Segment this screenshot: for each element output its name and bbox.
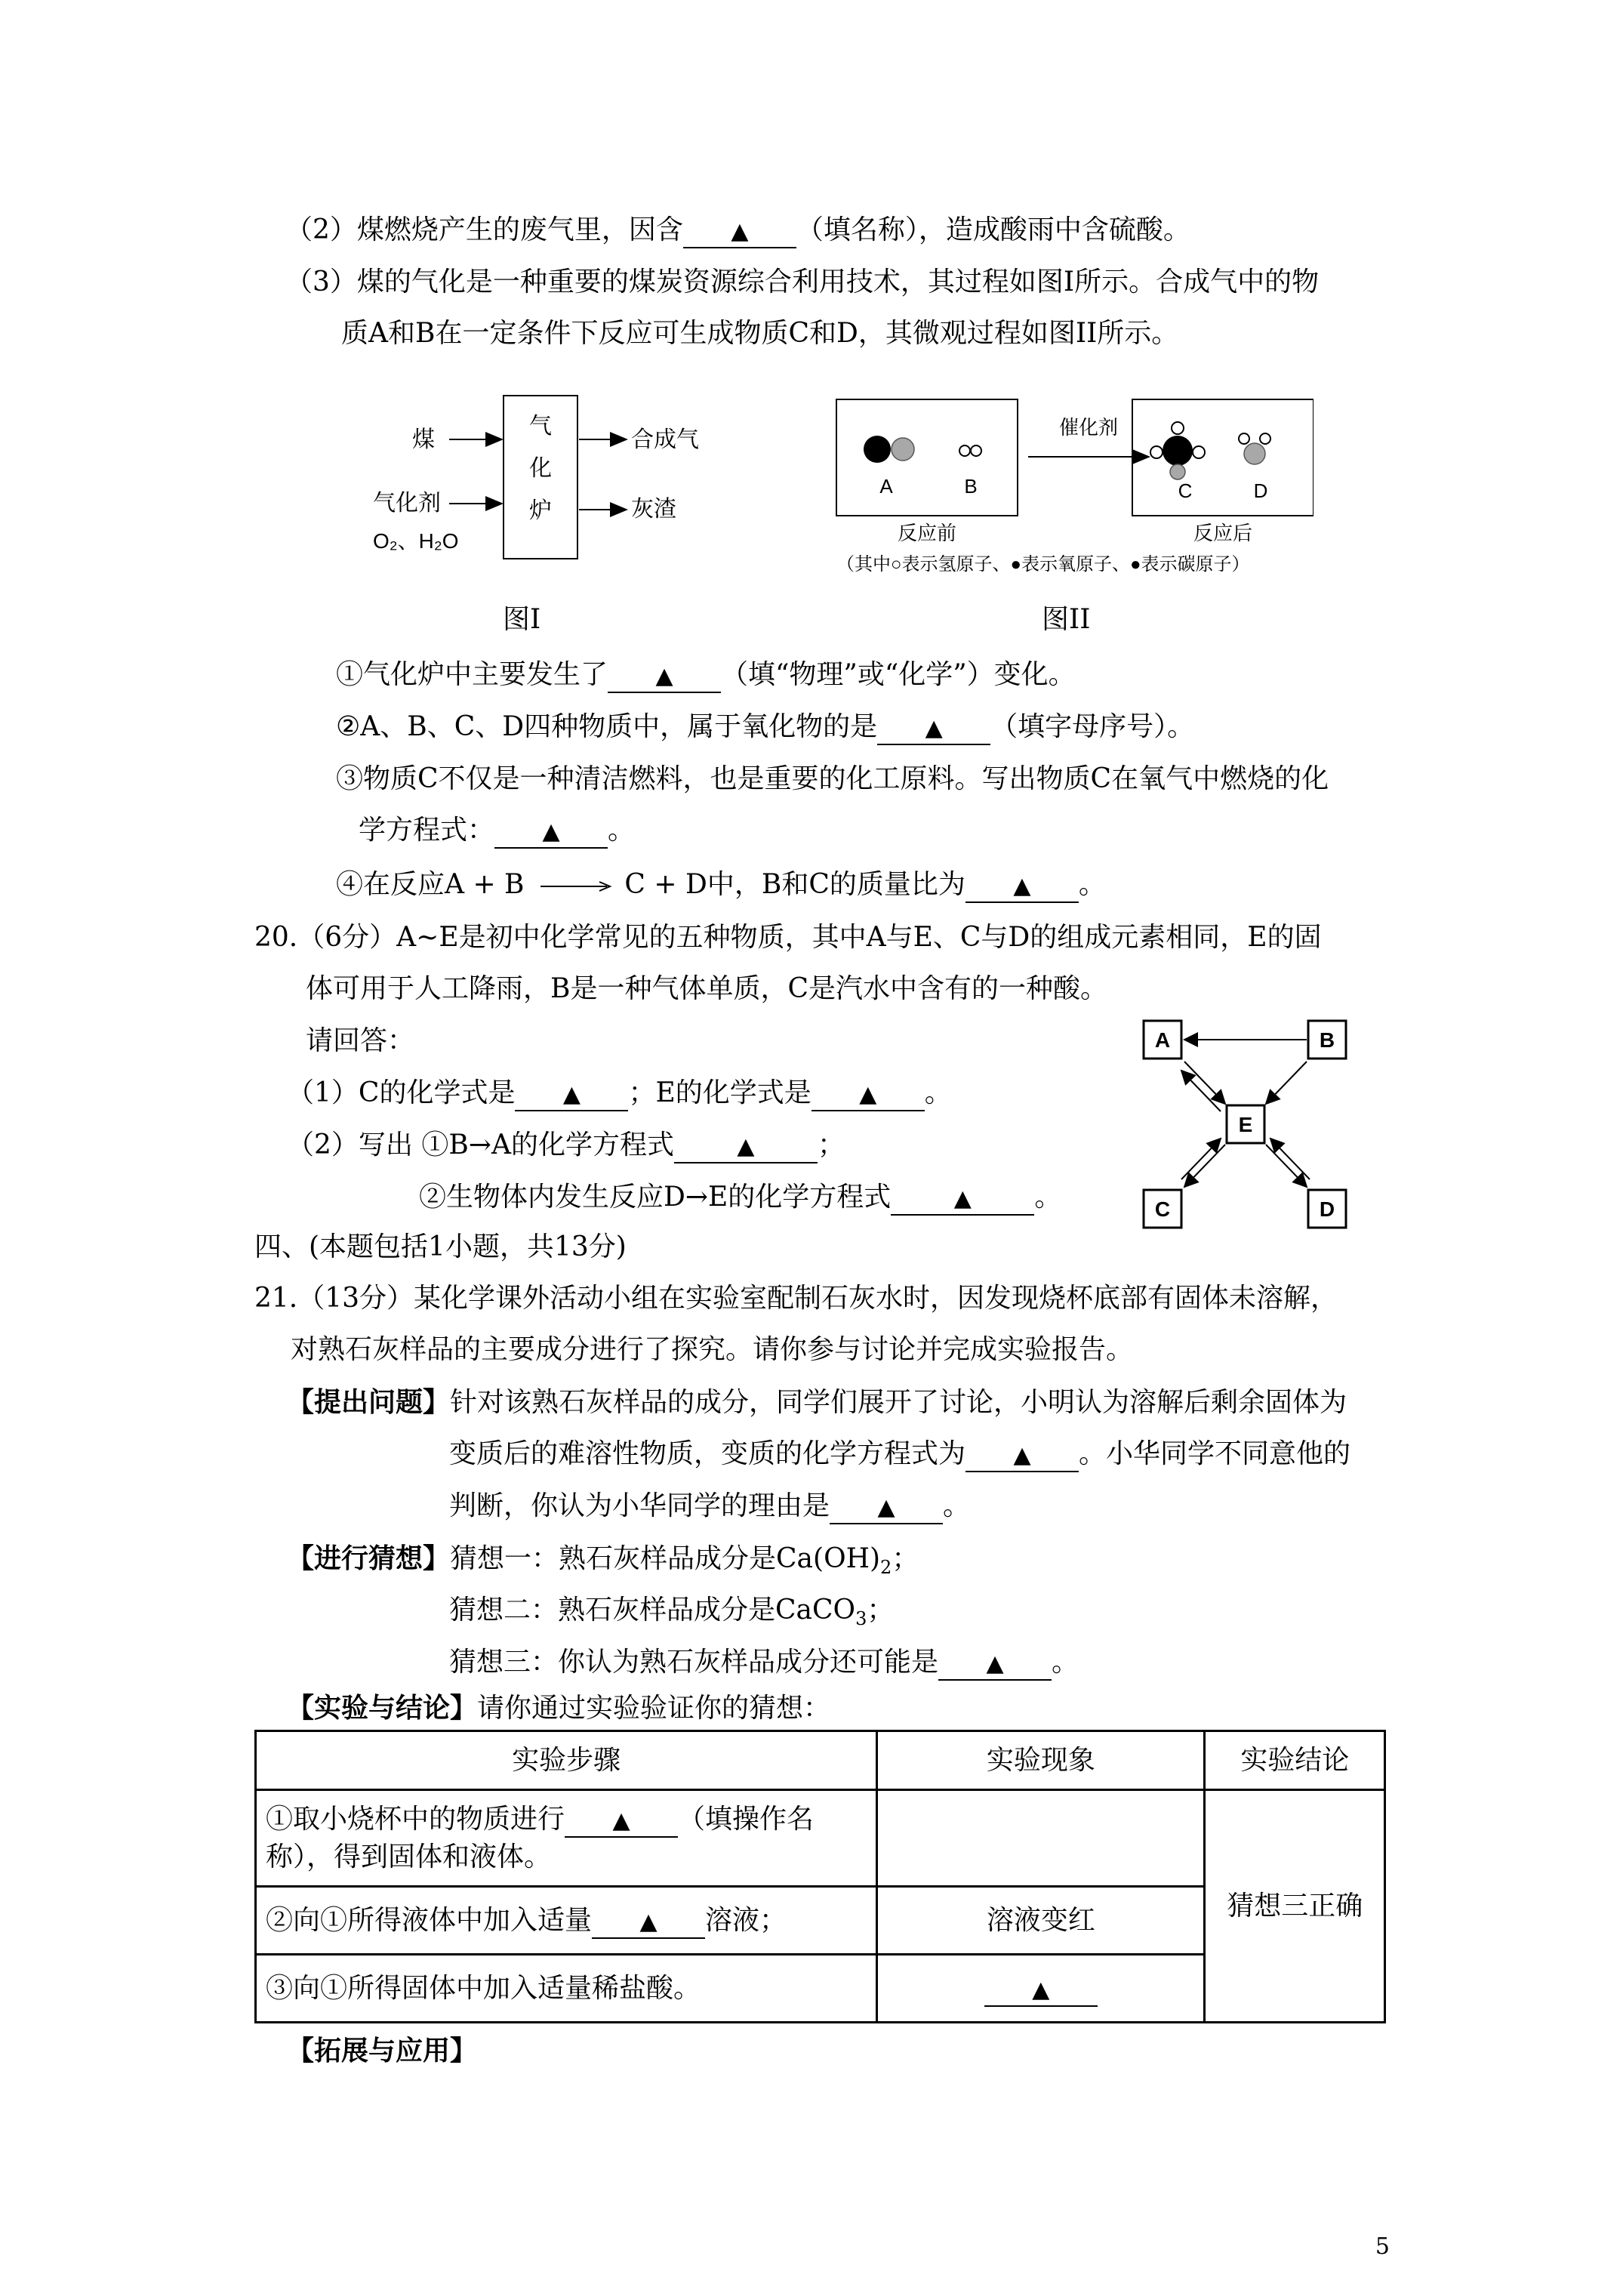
step-3: ③向①所得固体中加入适量稀盐酸。 (256, 1955, 877, 2023)
q21-extension-heading: 【拓展与应用】 (287, 2035, 478, 2066)
q20-line1: 20.（6分）A~E是初中化学常见的五种物质，其中A与E、C与D的组成元素相同，E的固 (254, 922, 1322, 953)
q21-line2: 对熟石灰样品的主要成分进行了探究。请你参与讨论并完成实验报告。 (291, 1334, 1134, 1365)
arrow-E-A (1181, 1071, 1221, 1111)
answer-blank[interactable]: ▲ (877, 712, 990, 745)
answer-blank[interactable]: ▲ (984, 1974, 1098, 2007)
gasifier-char-2: 化 (529, 456, 552, 481)
answer-blank[interactable]: ▲ (494, 815, 608, 849)
gasifier-char-3: 炉 (529, 498, 552, 523)
answer-blank[interactable]: ▲ (965, 1439, 1079, 1472)
q19-sub3-line2: 学方程式： ▲ 。 (359, 814, 635, 849)
answer-blank[interactable]: ▲ (674, 1130, 818, 1163)
q20-answer1: （1）C的化学式是 ▲ ；E的化学式是 ▲ 。 (287, 1077, 952, 1111)
answer-blank[interactable]: ▲ (515, 1078, 628, 1111)
q21-line1: 21.（13分）某化学课外活动小组在实验室配制石灰水时，因发现烧杯底部有固体未溶解， (254, 1283, 1338, 1314)
oxygen-atom (1170, 464, 1185, 479)
before-label: 反应前 (897, 522, 957, 544)
answer-blank[interactable]: ▲ (683, 215, 796, 248)
after-label: 反应后 (1193, 522, 1253, 544)
arrow-B-E (1266, 1062, 1307, 1104)
before-box (836, 399, 1018, 516)
q20-line2: 体可用于人工降雨，B是一种气体单质，C是汽水中含有的一种酸。 (306, 973, 1108, 1004)
hydrogen-atom (1260, 433, 1270, 444)
input-agent-formula: O₂、H₂O (373, 529, 459, 553)
svg-text:C: C (1154, 1197, 1171, 1221)
svg-text:D: D (1319, 1197, 1335, 1221)
conclusion-cell: 猜想三正确 (1205, 1790, 1385, 2023)
answer-blank[interactable]: ▲ (565, 1804, 678, 1838)
output-slag: 灰渣 (631, 497, 676, 522)
label-C: C (1178, 479, 1193, 502)
figure-2-micro-process (830, 389, 1313, 585)
q21-ask-line2: 变质后的难溶性物质，变质的化学方程式为 ▲ 。小华同学不同意他的 (449, 1438, 1350, 1472)
answer-blank[interactable]: ▲ (592, 1906, 705, 1939)
catalyst-label: 催化剂 (1058, 416, 1119, 439)
answer-blank[interactable]: ▲ (830, 1491, 943, 1524)
arrow-E-C (1184, 1145, 1225, 1187)
observation-1[interactable] (877, 1790, 1205, 1887)
step-2: ②向①所得液体中加入适量 ▲ 溶液； (256, 1887, 877, 1955)
arrow-C-E (1181, 1139, 1221, 1179)
hydrogen-atom (959, 445, 970, 456)
q20-ask: 请回答： (306, 1025, 415, 1056)
hydrogen-atom (1193, 446, 1205, 458)
label-B: B (964, 475, 978, 498)
q19-sub3-line1: ③物质C不仅是一种清洁燃料，也是重要的化工原料。写出物质C在氧气中燃烧的化 (336, 763, 1329, 794)
q20-substance-diagram (1136, 1012, 1363, 1238)
observation-3 (877, 1955, 1205, 2023)
observation-2: 溶液变红 (877, 1887, 1205, 1955)
svg-text:A: A (1154, 1028, 1171, 1052)
q20-answer3: ②生物体内发生反应D→E的化学方程式 ▲ 。 (419, 1181, 1061, 1216)
answer-blank[interactable]: ▲ (965, 870, 1079, 903)
answer-blank[interactable]: ▲ (608, 660, 721, 693)
svg-text:E: E (1238, 1113, 1253, 1136)
table-row (256, 1790, 1385, 1887)
answer-blank[interactable]: ▲ (812, 1078, 925, 1111)
hydrogen-atom (1150, 446, 1163, 458)
q20-answer2: （2）写出 ①B→A的化学方程式 ▲ ； (287, 1129, 845, 1163)
label-A: A (879, 475, 893, 498)
gasifier-char-1: 气 (529, 414, 552, 439)
figure-1-gasifier-diagram (362, 385, 725, 604)
q19-part3-line1: （3）煤的气化是一种重要的煤炭资源综合利用技术，其过程如图Ⅰ所示。合成气中的物 (285, 267, 1320, 297)
arrow-A-E (1184, 1062, 1225, 1104)
q21-experiment-intro: 【实验与结论】请你通过实验验证你的猜想： (287, 1692, 831, 1724)
page-number: 5 (1375, 2233, 1390, 2260)
q19-sub4: ④在反应A + B C + D中，B和C的质量比为 ▲ 。 (336, 868, 1106, 903)
step-1: ①取小烧杯中的物质进行 ▲ （填操作名 称），得到固体和液体。 (256, 1790, 877, 1887)
carbon-atom (1163, 436, 1193, 466)
q21-guess1: 【进行猜想】猜想一：熟石灰样品成分是$Ca(OH)_2$； (287, 1542, 919, 1579)
figure-1-caption: 图Ⅰ (503, 604, 541, 635)
q19-sub1: ①气化炉中主要发生了 ▲ （填“物理”或“化学”）变化。 (336, 658, 1076, 693)
atom-legend: （其中○表示氢原子、●表示氧原子、●表示碳原子） (836, 554, 1250, 575)
figure-2-caption: 图II (1042, 604, 1091, 635)
q21-ask-line1: 【提出问题】针对该熟石灰样品的成分，同学们展开了讨论，小明认为溶解后剩余固体为 (287, 1386, 1347, 1418)
arrow-D-E (1270, 1139, 1310, 1179)
section-4-heading: 四、(本题包括1小题，共13分) (254, 1231, 627, 1262)
label-D: D (1253, 479, 1268, 502)
output-syngas: 合成气 (631, 427, 699, 452)
q19-sub2: ②A、B、C、D四种物质中，属于氧化物的是 ▲ （填字母序号）。 (336, 710, 1194, 745)
q19-part3-line2: 质A和B在一定条件下反应可生成物质C和D，其微观过程如图II所示。 (341, 318, 1179, 349)
oxygen-atom (892, 438, 914, 461)
experiment-table (254, 1730, 1386, 2023)
answer-blank[interactable]: ▲ (891, 1182, 1034, 1216)
table-header-row (256, 1731, 1385, 1790)
q21-guess3: 猜想三：你认为熟石灰样品成分还可能是 ▲ 。 (449, 1646, 1079, 1681)
oxygen-atom (1244, 443, 1265, 464)
hydrogen-atom (1239, 433, 1249, 444)
q19-part2: （2）煤燃烧产生的废气里，因含 ▲ （填名称），造成酸雨中含硫酸。 (285, 214, 1190, 248)
answer-blank[interactable]: ▲ (938, 1647, 1052, 1681)
hydrogen-atom (1172, 422, 1184, 434)
q21-ask-line3: 判断，你认为小华同学的理由是 ▲ 。 (449, 1490, 970, 1524)
input-coal: 煤 (412, 427, 435, 452)
header-conclusion: 实验结论 (1205, 1731, 1385, 1790)
hydrogen-atom (971, 445, 981, 456)
header-observation: 实验现象 (877, 1731, 1205, 1790)
carbon-atom (864, 436, 891, 463)
svg-text:B: B (1319, 1028, 1335, 1052)
arrow-E-D (1266, 1145, 1307, 1187)
q21-guess2: 猜想二：熟石灰样品成分是CaCO$_3$； (449, 1595, 895, 1630)
reaction-arrow-icon (533, 875, 616, 898)
header-steps: 实验步骤 (256, 1731, 877, 1790)
input-agent: 气化剂 (373, 491, 441, 516)
